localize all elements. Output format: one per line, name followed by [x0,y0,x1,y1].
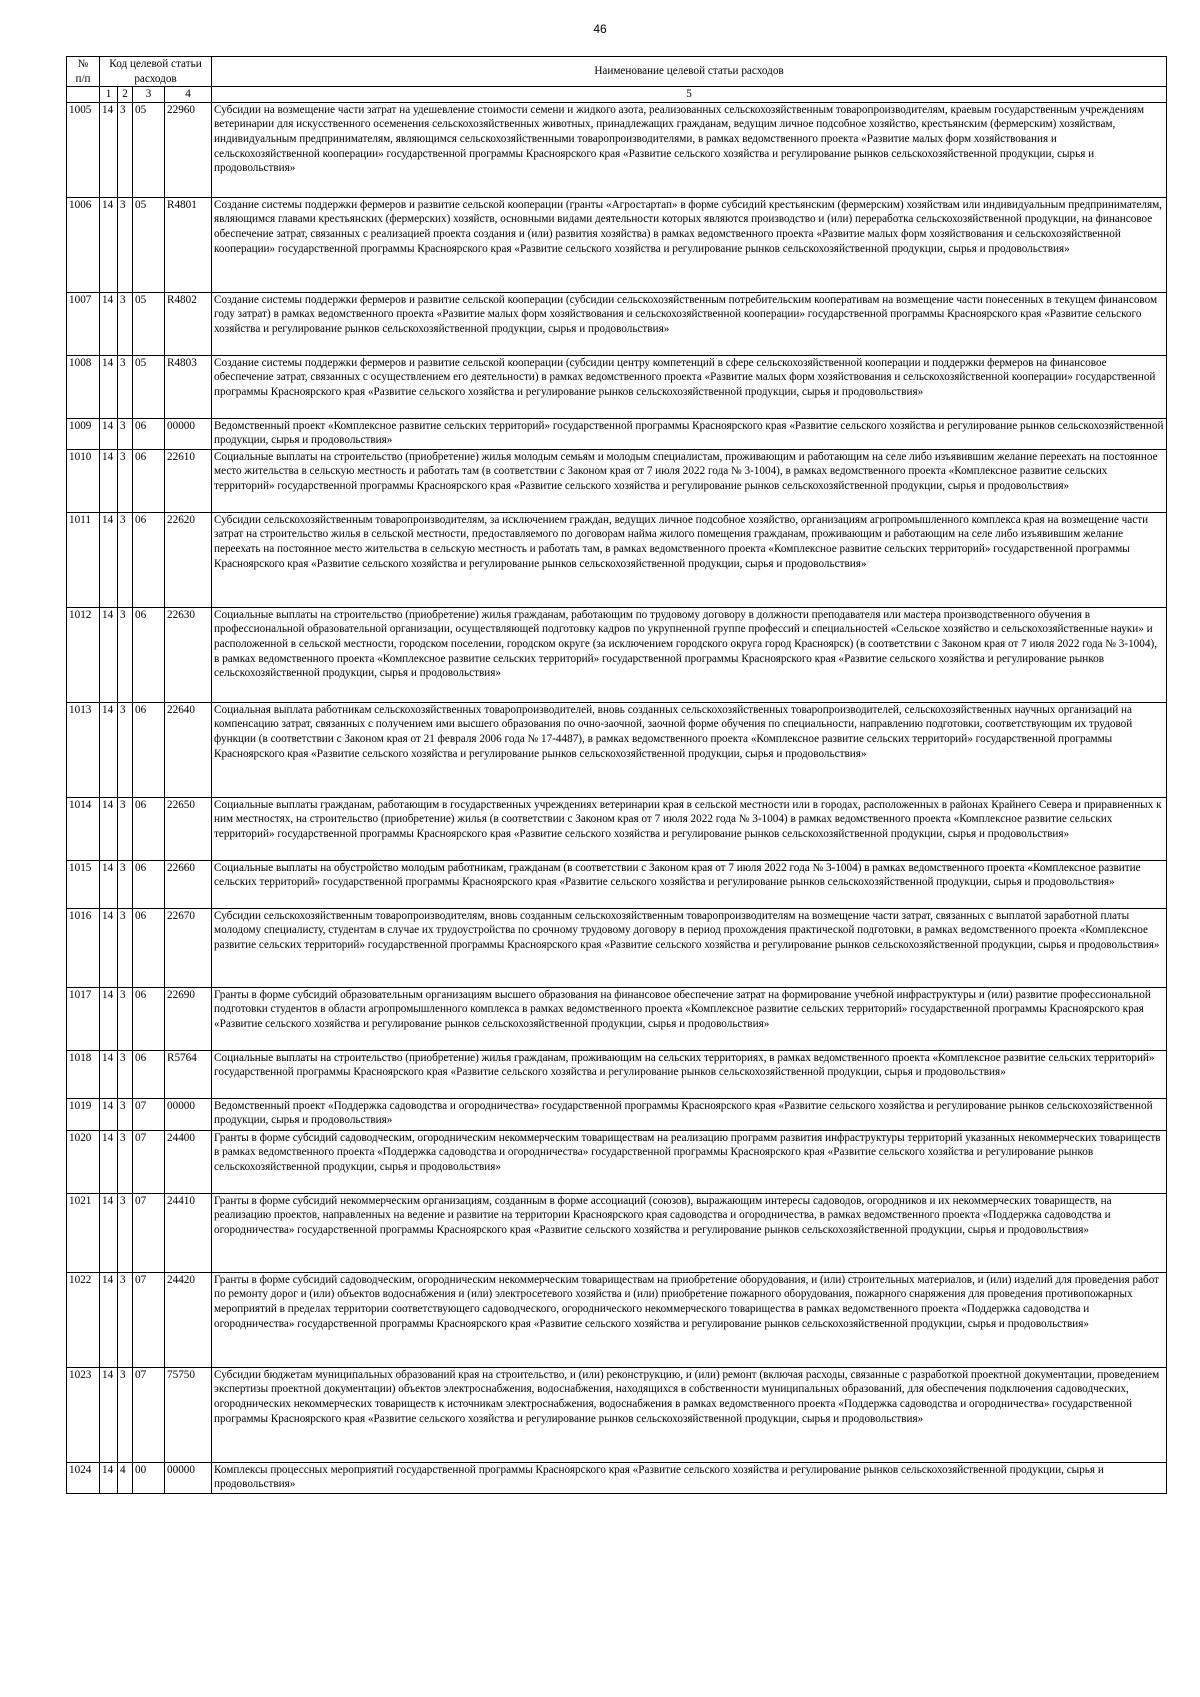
code-part-4: 00000 [165,1098,212,1130]
code-part-3: 06 [133,1050,165,1098]
code-part-4: R4801 [165,197,212,292]
header-num: № п/п [67,57,100,87]
code-part-1: 14 [100,797,118,860]
code-part-1: 14 [100,908,118,987]
table-row [67,512,1167,607]
code-part-4: 22650 [165,797,212,860]
code-part-2: 3 [118,607,133,702]
code-part-4: 24410 [165,1193,212,1272]
row-number: 1022 [67,1272,100,1367]
expense-description: Субсидии сельскохозяйственным товаропроизводителям, за исключением граждан, ведущих личное подсобное хозяйство, организациям агропромышленного комплекса края на возмещение части затрат на строительство жилья в сельской местности, предоставляемого по договорам найма жилого помещения гражданам, проживающим и работающим на селе либо изъявившим желание переехать на постоянное место жительства в сельскую местность и работать там, в рамках ведомственного проекта «Комплексное развитие сельских территорий» государственной программы Красноярского края «Развитие сельского хозяйства и регулирование рынков сельскохозяйственной продукции, сырья и продовольствия» [212,512,1167,607]
code-part-1: 14 [100,292,118,355]
code-part-4: 22960 [165,102,212,197]
code-part-1: 14 [100,102,118,197]
table-row [67,1130,1167,1193]
code-part-2: 3 [118,1367,133,1462]
header-index-num [67,87,100,103]
expense-description: Создание системы поддержки фермеров и развитие сельской кооперации (гранты «Агростартап» в форме субсидий крестьянским (фермерским) хозяйствам или индивидуальным предпринимателям, являющимся главами крестьянских (фермерских) хозяйств, основными видами деятельности которых являются производство и (или) переработка сельскохозяйственной продукции, на финансовое обеспечение затрат, связанных с реализацией проекта создания и (или) развития хозяйства) в рамках ведомственного проекта «Развитие малых форм хозяйствования и сельскохозяйственной кооперации» государственной программы Красноярского края «Развитие сельского хозяйства и регулирование рынков сельскохозяйственной продукции, сырья и продовольствия» [212,197,1167,292]
header-index-3: 3 [133,87,165,103]
table-row [67,1050,1167,1098]
code-part-1: 14 [100,1050,118,1098]
header-name: Наименование целевой статьи расходов [212,57,1167,87]
expense-description: Гранты в форме субсидий некоммерческим организациям, созданным в форме ассоциаций (союзов), выражающим интересы садоводов, огородников и их некоммерческих товариществ, на реализацию проектов, направленных на ведение и развитие на территории Красноярского края садоводства и огородничества, в рамках ведомственного проекта «Поддержка садоводства и огородничества» государственной программы Красноярского края «Развитие сельского хозяйства и регулирование рынков сельскохозяйственной продукции, сырья и продовольствия» [212,1193,1167,1272]
code-part-4: R4803 [165,355,212,418]
code-part-1: 14 [100,607,118,702]
row-number: 1014 [67,797,100,860]
code-part-2: 3 [118,1272,133,1367]
table-row [67,1193,1167,1272]
code-part-3: 06 [133,797,165,860]
code-part-3: 05 [133,197,165,292]
expense-description: Субсидии бюджетам муниципальных образований края на строительство, и (или) реконструкцию, и (или) ремонт (включая расходы, связанные с разработкой проектной документации, проведением экспертизы проектной документации) объектов электроснабжения, водоснабжения, находящихся в собственности муниципальных образований, для обеспечения подключения садоводческих, огороднических некоммерческих товариществ к источникам электроснабжения, водоснабжения в рамках ведомственного проекта «Поддержка садоводства и огородничества» государственной программы Красноярского края «Развитие сельского хозяйства и регулирование рынков сельскохозяйственной продукции, сырья и продовольствия» [212,1367,1167,1462]
code-part-2: 3 [118,292,133,355]
code-part-1: 14 [100,1272,118,1367]
code-part-3: 07 [133,1130,165,1193]
code-part-2: 3 [118,1050,133,1098]
expense-description: Ведомственный проект «Поддержка садоводства и огородничества» государственной программы Красноярского края «Развитие сельского хозяйства и регулирование рынков сельскохозяйственной продукции, сырья и продовольствия» [212,1098,1167,1130]
code-part-3: 07 [133,1367,165,1462]
code-part-2: 3 [118,1098,133,1130]
table-row [67,355,1167,418]
code-part-2: 3 [118,512,133,607]
code-part-2: 3 [118,987,133,1050]
code-part-2: 3 [118,102,133,197]
budget-table [66,56,1167,1494]
table-row [67,702,1167,797]
expense-description: Социальная выплата работникам сельскохозяйственных товаропроизводителей, вновь созданных сельскохозяйственных товаропроизводителей, сельскохозяйственных научных организаций на компенсацию затрат, связанных с получением ими высшего образования по очно-заочной, заочной форме обучения по специальности, направлению подготовки, соответствующим их трудовой функции (в соответствии с Законом края от 21 февраля 2006 года № 17-4487), в рамках ведомственного проекта «Комплексное развитие сельских территорий» государственной программы Красноярского края «Развитие сельского хозяйства и регулирование рынков сельскохозяйственной продукции, сырья и продовольствия» [212,702,1167,797]
code-part-4: 24420 [165,1272,212,1367]
code-part-4: 22670 [165,908,212,987]
code-part-3: 06 [133,607,165,702]
row-number: 1008 [67,355,100,418]
expense-description: Гранты в форме субсидий садоводческим, огородническим некоммерческим товариществам на приобретение оборудования, и (или) строительных материалов, и (или) изделий для проведения работ по ремонту дорог и (или) объектов водоснабжения и (или) электросетевого хозяйства и (или) приобретение пожарного оборудования, пожарного снаряжения для проведения противопожарных мероприятий в пределах территории соответствующего садоводческого, огороднического некоммерческого товарищества в рамках ведомственного проекта «Поддержка садоводства и огородничества» государственной программы Красноярского края «Развитие сельского хозяйства и регулирование рынков сельскохозяйственной продукции, сырья и продовольствия» [212,1272,1167,1367]
code-part-2: 3 [118,197,133,292]
code-part-4: 24400 [165,1130,212,1193]
table-row [67,987,1167,1050]
row-number: 1017 [67,987,100,1050]
code-part-4: 22640 [165,702,212,797]
code-part-4: 00000 [165,1462,212,1493]
row-number: 1023 [67,1367,100,1462]
expense-description: Гранты в форме субсидий садоводческим, огородническим некоммерческим товариществам на реализацию программ развития инфраструктуры территорий указанных некоммерческих товариществ в рамках ведомственного проекта «Поддержка садоводства и огородничества» государственной программы Красноярского края «Развитие сельского хозяйства и регулирование рынков сельскохозяйственной продукции, сырья и продовольствия» [212,1130,1167,1193]
expense-description: Социальные выплаты гражданам, работающим в государственных учреждениях ветеринарии края в сельской местности или в городах, расположенных в районах Крайнего Севера и приравненных к ним местностях, на строительство (приобретение) жилья (в соответствии с Законом края от 7 июля 2022 года № 3-1004) в рамках ведомственного проекта «Комплексное развитие сельских территорий» государственной программы Красноярского края «Развитие сельского хозяйства и регулирование рынков сельскохозяйственной продукции, сырья и продовольствия» [212,797,1167,860]
code-part-1: 14 [100,987,118,1050]
code-part-2: 3 [118,1193,133,1272]
row-number: 1009 [67,418,100,449]
row-number: 1006 [67,197,100,292]
header-index-4: 4 [165,87,212,103]
table-row [67,1462,1167,1493]
table-row [67,908,1167,987]
code-part-4: 22610 [165,449,212,512]
expense-description: Создание системы поддержки фермеров и развитие сельской кооперации (субсидии центру компетенций в сфере сельскохозяйственной кооперации и поддержки фермеров на финансовое обеспечение затрат, связанных с осуществлением его деятельности) в рамках ведомственного проекта «Развитие малых форм хозяйствования и сельскохозяйственной кооперации» государственной программы Красноярского края «Развитие сельского хозяйства и регулирование рынков сельскохозяйственной продукции, сырья и продовольствия» [212,355,1167,418]
code-part-4: R4802 [165,292,212,355]
code-part-3: 06 [133,512,165,607]
code-part-2: 3 [118,1130,133,1193]
header-index-row [67,87,1167,103]
code-part-1: 14 [100,418,118,449]
expense-description: Гранты в форме субсидий образовательным организациям высшего образования на финансовое обеспечение затрат на формирование учебной инфраструктуры и (или) развитие профессиональной подготовки студентов в области агропромышленного комплекса в рамках ведомственного проекта «Комплексное развитие сельских территорий» государственной программы Красноярского края «Развитие сельского хозяйства и регулирование рынков сельскохозяйственной продукции, сырья и продовольствия» [212,987,1167,1050]
expense-description: Социальные выплаты на строительство (приобретение) жилья гражданам, проживающим на сельских территориях, в рамках ведомственного проекта «Комплексное развитие сельских территорий» государственной программы Красноярского края «Развитие сельского хозяйства и регулирование рынков сельскохозяйственной продукции, сырья и продовольствия» [212,1050,1167,1098]
code-part-3: 06 [133,418,165,449]
row-number: 1007 [67,292,100,355]
row-number: 1021 [67,1193,100,1272]
code-part-4: 22660 [165,860,212,908]
table-row [67,418,1167,449]
expense-description: Создание системы поддержки фермеров и развитие сельской кооперации (субсидии сельскохозяйственным потребительским кооперативам на возмещение части понесенных в текущем финансовом году затрат) в рамках ведомственного проекта «Развитие малых форм хозяйствования и сельскохозяйственной кооперации» государственной программы Красноярского края «Развитие сельского хозяйства и регулирование рынков сельскохозяйственной продукции, сырья и продовольствия» [212,292,1167,355]
expense-description: Ведомственный проект «Комплексное развитие сельских территорий» государственной программы Красноярского края «Развитие сельского хозяйства и регулирование рынков сельскохозяйственной продукции, сырья и продовольствия» [212,418,1167,449]
table-row [67,797,1167,860]
expense-description: Субсидии на возмещение части затрат на удешевление стоимости семени и жидкого азота, реализованных сельскохозяйственным товаропроизводителям, краевым государственным учреждениям ветеринарии для искусственного осеменения сельскохозяйственных животных, принадлежащих гражданам, ведущим личное подсобное хозяйство, крестьянским (фермерским) хозяйствам, индивидуальным предпринимателям, являющимся сельскохозяйственными товаропроизводителями, в рамках ведомственного проекта «Развитие малых форм хозяйствования и сельскохозяйственной кооперации» государственной программы Красноярского края «Развитие сельского хозяйства и регулирование рынков сельскохозяйственной продукции, сырья и продовольствия» [212,102,1167,197]
code-part-2: 4 [118,1462,133,1493]
code-part-4: 00000 [165,418,212,449]
table-row [67,607,1167,702]
code-part-1: 14 [100,449,118,512]
code-part-3: 06 [133,987,165,1050]
code-part-3: 05 [133,292,165,355]
table-row [67,449,1167,512]
row-number: 1005 [67,102,100,197]
code-part-4: R5764 [165,1050,212,1098]
code-part-3: 00 [133,1462,165,1493]
table-row [67,292,1167,355]
header-index-2: 2 [118,87,133,103]
code-part-3: 07 [133,1272,165,1367]
code-part-4: 22690 [165,987,212,1050]
code-part-2: 3 [118,449,133,512]
header-row [67,57,1167,87]
code-part-1: 14 [100,860,118,908]
code-part-3: 05 [133,355,165,418]
row-number: 1012 [67,607,100,702]
code-part-1: 14 [100,1367,118,1462]
row-number: 1020 [67,1130,100,1193]
header-index-1: 1 [100,87,118,103]
table-row [67,860,1167,908]
code-part-1: 14 [100,197,118,292]
code-part-3: 06 [133,908,165,987]
row-number: 1011 [67,512,100,607]
table-row [67,1098,1167,1130]
table-row [67,102,1167,197]
code-part-4: 75750 [165,1367,212,1462]
code-part-1: 14 [100,512,118,607]
row-number: 1018 [67,1050,100,1098]
code-part-3: 07 [133,1098,165,1130]
row-number: 1019 [67,1098,100,1130]
code-part-3: 06 [133,702,165,797]
code-part-1: 14 [100,1098,118,1130]
code-part-1: 14 [100,1130,118,1193]
expense-description: Субсидии сельскохозяйственным товаропроизводителям, вновь созданным сельскохозяйственным товаропроизводителям на возмещение части затрат, связанных с выплатой заработной платы молодому специалисту, студентам в случае их трудоустройства по срочному трудовому договору в период прохождения практической подготовки, в рамках ведомственного проекта «Комплексное развитие сельских территорий» государственной программы Красноярского края «Развитие сельского хозяйства и регулирование рынков сельскохозяйственной продукции, сырья и продовольствия» [212,908,1167,987]
table-row [67,1272,1167,1367]
code-part-3: 07 [133,1193,165,1272]
code-part-1: 14 [100,1193,118,1272]
table-row [67,1367,1167,1462]
code-part-2: 3 [118,702,133,797]
code-part-3: 05 [133,102,165,197]
code-part-1: 14 [100,1462,118,1493]
code-part-2: 3 [118,860,133,908]
code-part-2: 3 [118,797,133,860]
row-number: 1016 [67,908,100,987]
row-number: 1013 [67,702,100,797]
code-part-3: 06 [133,860,165,908]
code-part-2: 3 [118,355,133,418]
expense-description: Комплексы процессных мероприятий государственной программы Красноярского края «Развитие сельского хозяйства и регулирование рынков сельскохозяйственной продукции, сырья и продовольствия» [212,1462,1167,1493]
table-row [67,197,1167,292]
expense-description: Социальные выплаты на обустройство молодым работникам, гражданам (в соответствии с Законом края от 7 июля 2022 года № 3-1004) в рамках ведомственного проекта «Комплексное развитие сельских территорий» государственной программы Красноярского края «Развитие сельского хозяйства и регулирование рынков сельскохозяйственной продукции, сырья и продовольствия» [212,860,1167,908]
header-index-5: 5 [212,87,1167,103]
row-number: 1015 [67,860,100,908]
row-number: 1010 [67,449,100,512]
row-number: 1024 [67,1462,100,1493]
code-part-4: 22620 [165,512,212,607]
code-part-1: 14 [100,355,118,418]
page-number: 46 [593,22,607,36]
expense-description: Социальные выплаты на строительство (приобретение) жилья гражданам, работающим по трудовому договору в должности преподавателя или мастера производственного обучения в профессиональной образовательной организации, осуществляющей подготовку кадров по укрупненной группе профессий и специальностей «Сельское хозяйство и сельскохозяйственные науки» и расположенной в сельской местности, городском поселении, городском округе (за исключением городского округа город Красноярск) (в соответствии с Законом края от 7 июля 2022 года № 3-1004), в рамках ведомственного проекта «Комплексное развитие сельских территорий» государственной программы Красноярского края «Развитие сельского хозяйства и регулирование рынков сельскохозяйственной продукции, сырья и продовольствия» [212,607,1167,702]
code-part-4: 22630 [165,607,212,702]
code-part-1: 14 [100,702,118,797]
code-part-2: 3 [118,418,133,449]
code-part-2: 3 [118,908,133,987]
header-code-group: Код целевой статьи расходов [100,57,212,87]
code-part-3: 06 [133,449,165,512]
expense-description: Социальные выплаты на строительство (приобретение) жилья молодым семьям и молодым специалистам, проживающим и работающим на селе либо изъявившим желание переехать на постоянное место жительства в сельскую местность и работать там (в соответствии с Законом края от 7 июля 2022 года № 3-1004), в рамках ведомственного проекта «Комплексное развитие сельских территорий» государственной программы Красноярского края «Развитие сельского хозяйства и регулирование рынков сельскохозяйственной продукции, сырья и продовольствия» [212,449,1167,512]
